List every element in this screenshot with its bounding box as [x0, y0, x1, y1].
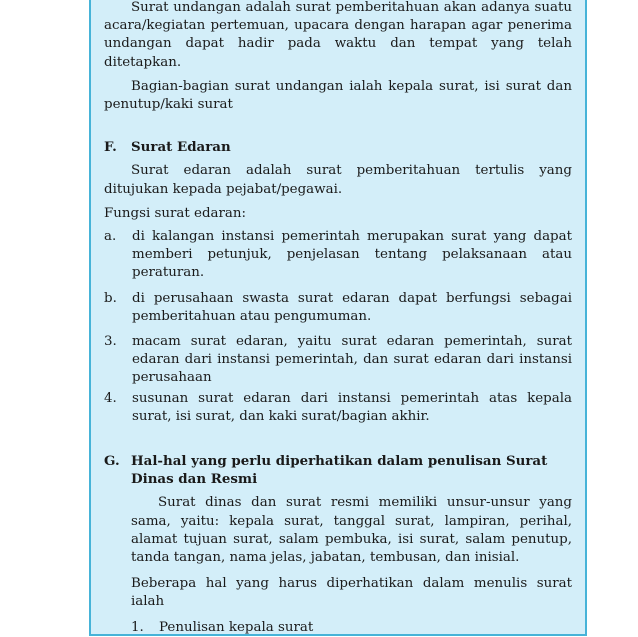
section-f-paragraph: Surat edaran adalah surat pemberitahuan tertulis yang ditujukan kepada pejabat/pegawai. — [104, 163, 572, 197]
list-marker: b. — [104, 290, 117, 306]
list-marker: 3. — [104, 334, 117, 350]
intro-paragraph-1: Surat undangan adalah surat pemberitahuan akan adanya suatu acara/kegiatan pertemuan, upacara dengan harapan agar penerima undangan dapat hadir pada waktu dan tempat yang telah ditetapkan. — [104, 0, 572, 70]
list-marker: a. — [104, 229, 117, 245]
list-marker: 4. — [104, 390, 117, 406]
section-g-paragraph-2: Beberapa hal yang harus diperhatikan dalam menulis surat ialah — [131, 576, 572, 610]
section-g-body — [104, 494, 572, 636]
list-item — [104, 290, 572, 326]
list-text: Penulisan kepala surat — [159, 619, 314, 635]
list-text: macam surat edaran, yaitu surat edaran pemerintah, surat edaran dari instansi pemerintah, dan surat edaran dari instansi perusahaan — [132, 334, 572, 386]
intro-paragraph-2: Bagian-bagian surat undangan ialah kepala surat, isi surat dan penutup/kaki surat — [104, 78, 572, 113]
document-body — [104, 0, 572, 637]
section-g-paragraph-1: Surat dinas dan surat resmi memiliki unsur-unsur yang sama, yaitu: kepala surat, tanggal surat, lampiran, perihal, alamat tujuan surat, salam pembuka, isi surat, salam penutup, tanda tangan, nama jelas, jabatan, tembusan, dan inisial. — [131, 495, 572, 566]
list-item — [104, 228, 572, 283]
section-f-number: F. — [104, 139, 117, 156]
section-g-heading — [104, 452, 572, 488]
list-text: di kalangan instansi pemerintah merupakan surat yang dapat memberi petunjuk, penjelasan tentang pelaksanaan atau peraturan. — [132, 229, 572, 281]
section-g-number: G. — [104, 453, 120, 470]
section-g-title: Hal-hal yang perlu diperhatikan dalam penulisan Surat Dinas dan Resmi — [131, 453, 548, 488]
section-f-heading — [104, 138, 572, 156]
list-text: susunan surat edaran dari instansi pemerintah atas kepala surat, isi surat, dan kaki surat/bagian akhir. — [132, 390, 572, 424]
fungsi-label: Fungsi surat edaran: — [104, 205, 247, 221]
list-text: di perusahaan swasta surat edaran dapat berfungsi sebagai pemberitahuan atau pengumuman. — [132, 290, 572, 324]
list-item — [104, 390, 572, 426]
list-item — [131, 619, 572, 637]
list-item — [104, 333, 572, 388]
section-f-title: Surat Edaran — [131, 139, 231, 156]
list-marker: 1. — [131, 619, 144, 635]
